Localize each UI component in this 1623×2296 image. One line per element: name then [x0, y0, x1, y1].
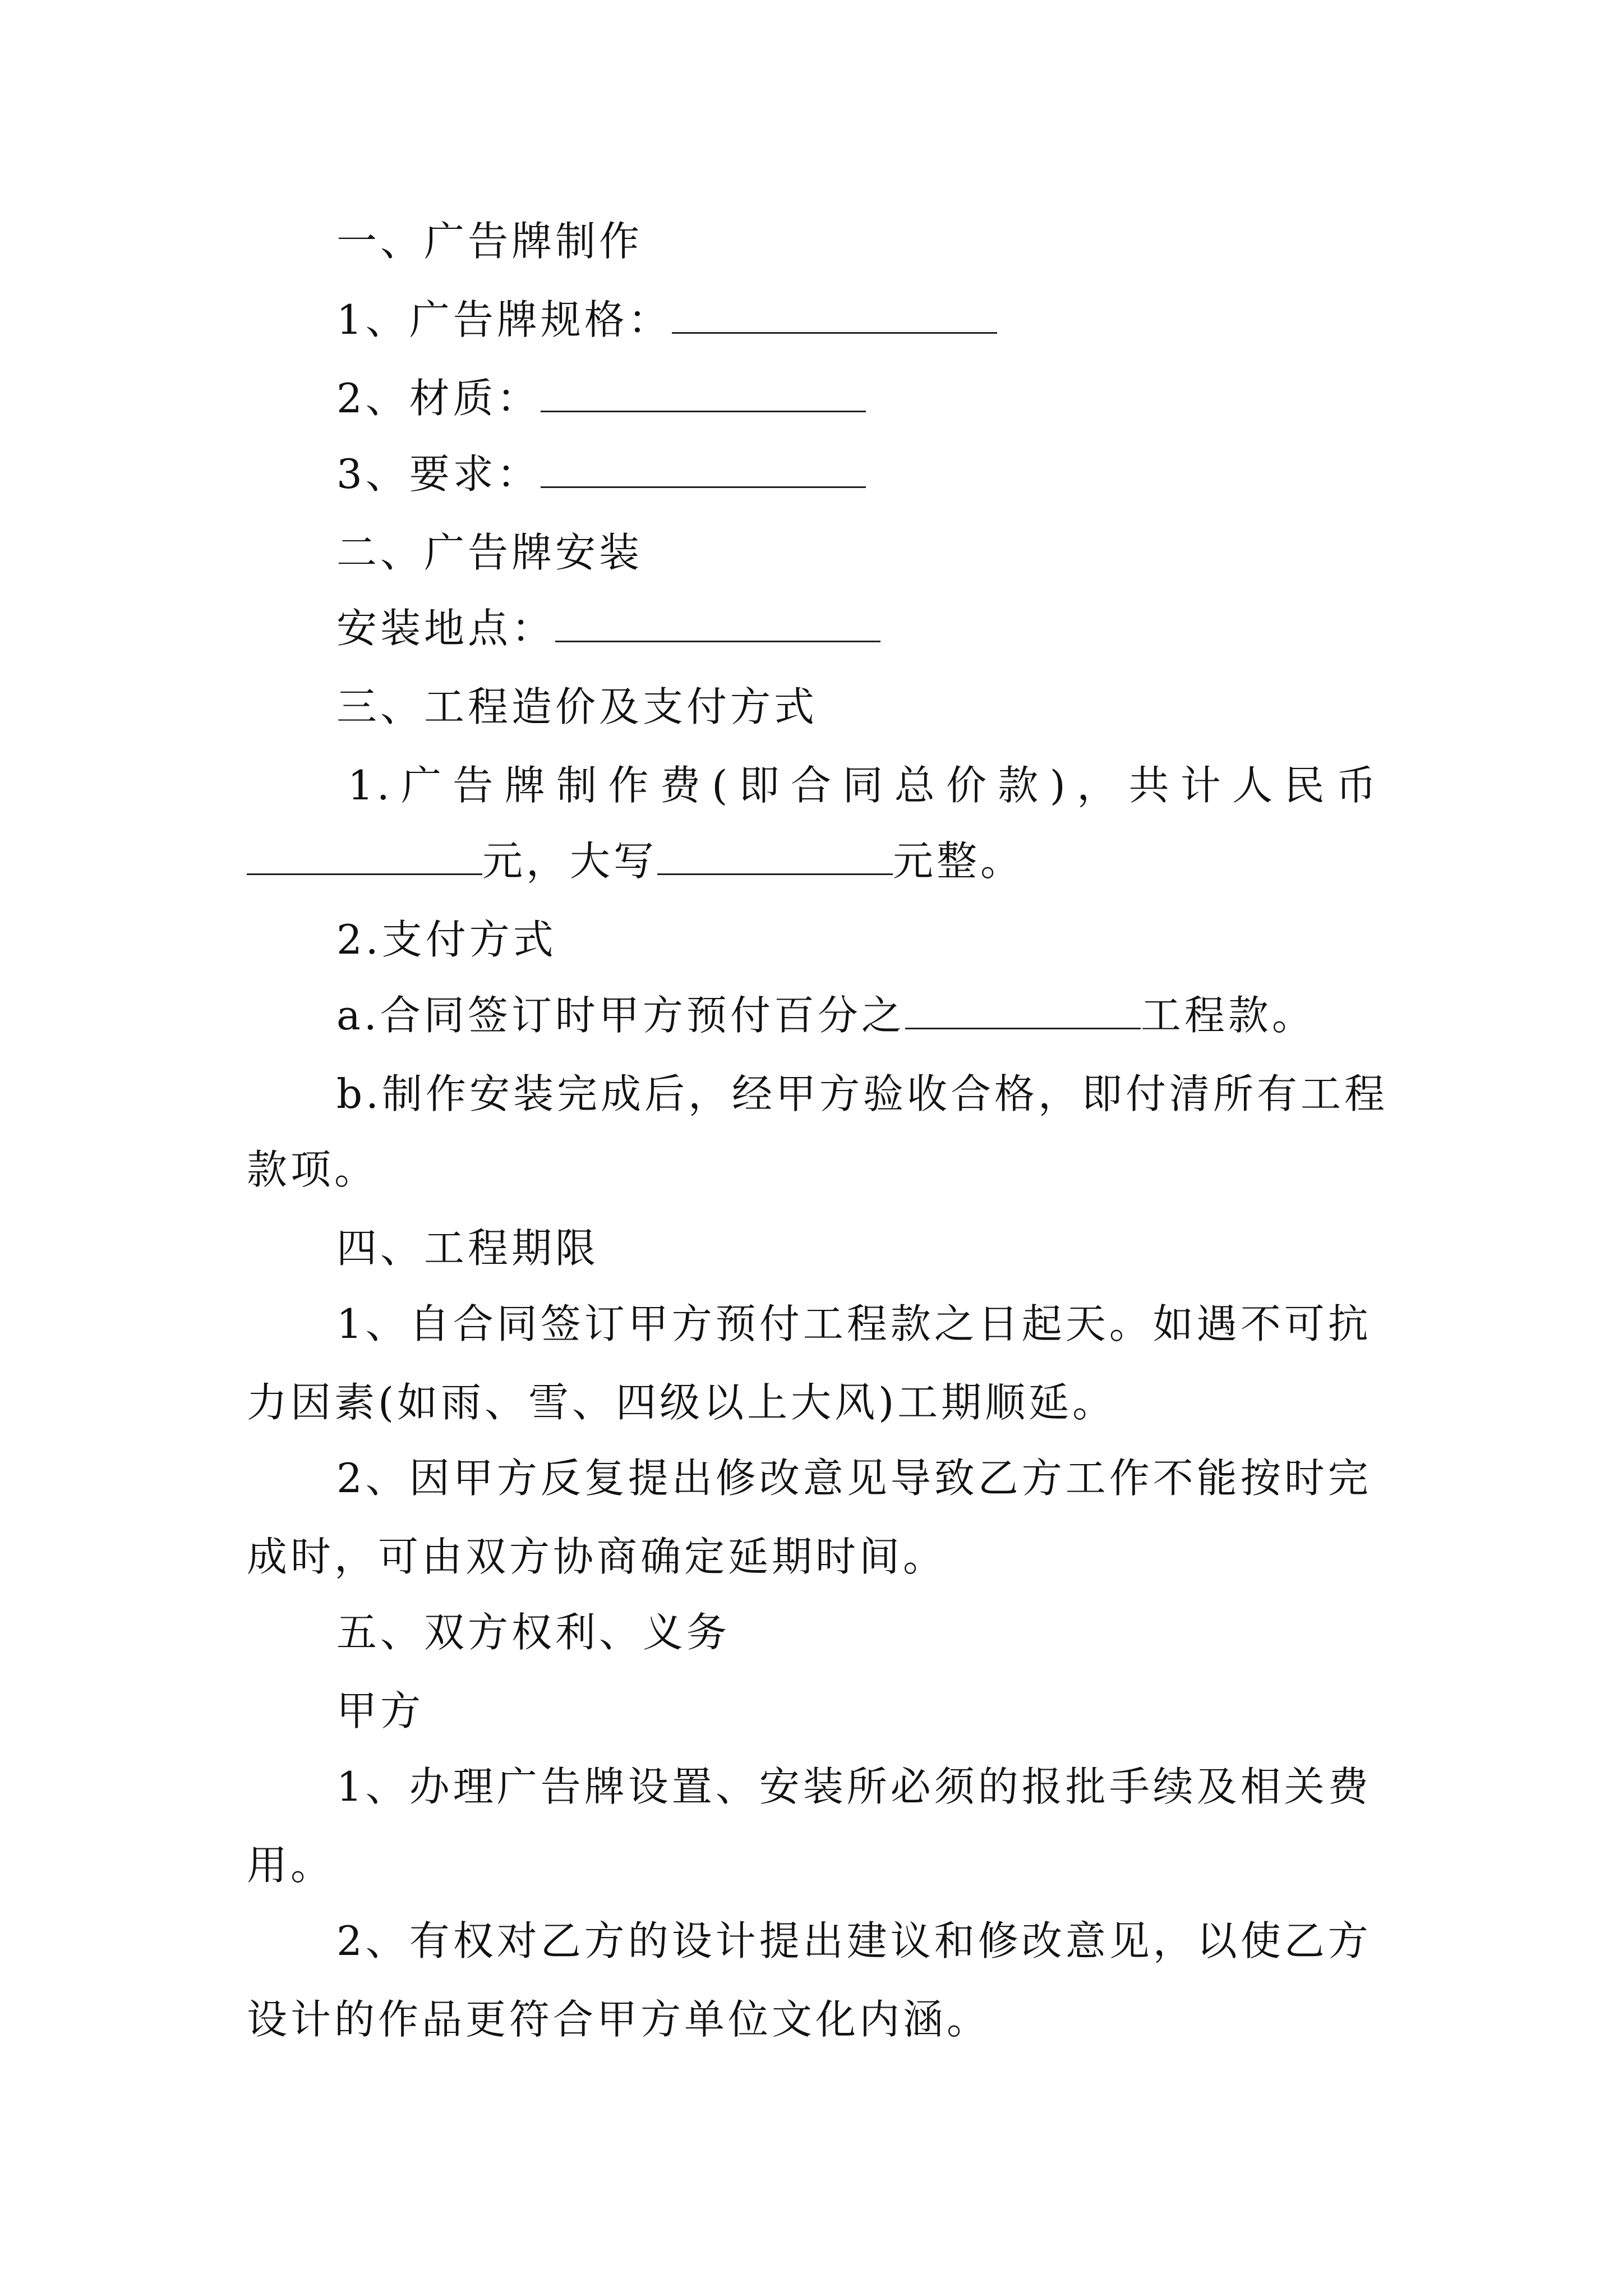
party-a-heading — [336, 1686, 1380, 1736]
material-blank-field[interactable] — [541, 376, 866, 412]
payment-b-text-2: 款项。 — [247, 1146, 379, 1193]
payment-a-pre-text: a.合同签订时甲方预付百分之 — [336, 992, 905, 1039]
location-blank-field[interactable] — [555, 606, 880, 642]
payment-b-line-1 — [336, 1069, 1388, 1119]
party-a-heading-text: 甲方 — [336, 1687, 425, 1734]
section-3-title — [336, 682, 1380, 732]
material-label: 2、材质： — [336, 375, 541, 422]
term-item-2-text-2: 成时，可由双方协商确定延期时间。 — [247, 1533, 947, 1580]
section-4-title — [336, 1223, 1380, 1273]
fee-capital-blank-field[interactable] — [657, 839, 893, 875]
location-line — [336, 603, 1380, 654]
term-item-2-line-2 — [247, 1531, 1380, 1582]
requirement-label: 3、要求： — [336, 450, 541, 498]
payment-b-text-1: b.制作安装完成后，经甲方验收合格，即付清所有工程 — [336, 1070, 1388, 1117]
term-item-1-line-2 — [247, 1377, 1380, 1428]
rights-item-1-line-1 — [336, 1761, 1380, 1812]
location-label: 安装地点： — [336, 605, 556, 652]
spec-blank-field[interactable] — [672, 297, 997, 334]
payment-a-post-text: 工程款。 — [1140, 992, 1316, 1039]
fee-text: 1.广告牌制作费(即合同总价款)，共计人民币 — [348, 762, 1380, 809]
fee-amount-blank-field[interactable] — [247, 839, 482, 875]
fee-end-text: 元整。 — [893, 838, 1025, 885]
section-2-title-text: 二、广告牌安装 — [336, 529, 643, 576]
requirement-blank-field[interactable] — [541, 452, 866, 488]
section-2-title — [336, 527, 1380, 578]
term-item-1-line-1 — [336, 1299, 1380, 1349]
term-item-2-text-1: 2、因甲方反复提出修改意见导致乙方工作不能按时完 — [336, 1455, 1372, 1502]
requirement-line — [336, 449, 1380, 499]
payment-b-line-2 — [247, 1144, 1380, 1195]
rights-item-2-line-2 — [247, 1994, 1380, 2045]
fee-mid-text: 元，大写 — [482, 838, 658, 885]
fee-line-1 — [348, 760, 1380, 811]
term-item-2-line-1 — [336, 1453, 1380, 1503]
section-5-title-text: 五、双方权利、义务 — [336, 1609, 731, 1656]
section-5-title — [336, 1607, 1380, 1658]
rights-item-1-line-2 — [247, 1840, 1380, 1890]
fee-line-2 — [247, 836, 1380, 886]
spec-line — [336, 295, 1380, 345]
material-line — [336, 373, 1380, 424]
rights-item-1-text-2: 用。 — [247, 1842, 335, 1889]
spec-label: 1、广告牌规格： — [336, 296, 672, 343]
section-4-title-text: 四、工程期限 — [336, 1225, 600, 1272]
payment-title — [336, 914, 1380, 965]
rights-item-2-line-1 — [336, 1916, 1380, 1966]
term-item-1-text-2: 力因素(如雨、雪、四级以上大风)工期顺延。 — [247, 1379, 1117, 1426]
section-1-title-text: 一、广告牌制作 — [336, 218, 643, 265]
payment-title-text: 2.支付方式 — [336, 916, 557, 963]
term-item-1-text-1: 1、自合同签订甲方预付工程款之日起天。如遇不可抗 — [336, 1300, 1372, 1347]
rights-item-1-text-1: 1、办理广告牌设置、安装所必须的报批手续及相关费 — [336, 1763, 1372, 1810]
rights-item-2-text-1: 2、有权对乙方的设计提出建议和修改意见，以使乙方 — [336, 1917, 1372, 1964]
section-1-title — [336, 216, 1380, 266]
section-3-title-text: 三、工程造价及支付方式 — [336, 683, 818, 730]
percent-blank-field[interactable] — [905, 993, 1141, 1029]
payment-a-line — [336, 990, 1380, 1041]
rights-item-2-text-2: 设计的作品更符合甲方单位文化内涵。 — [247, 1996, 991, 2043]
